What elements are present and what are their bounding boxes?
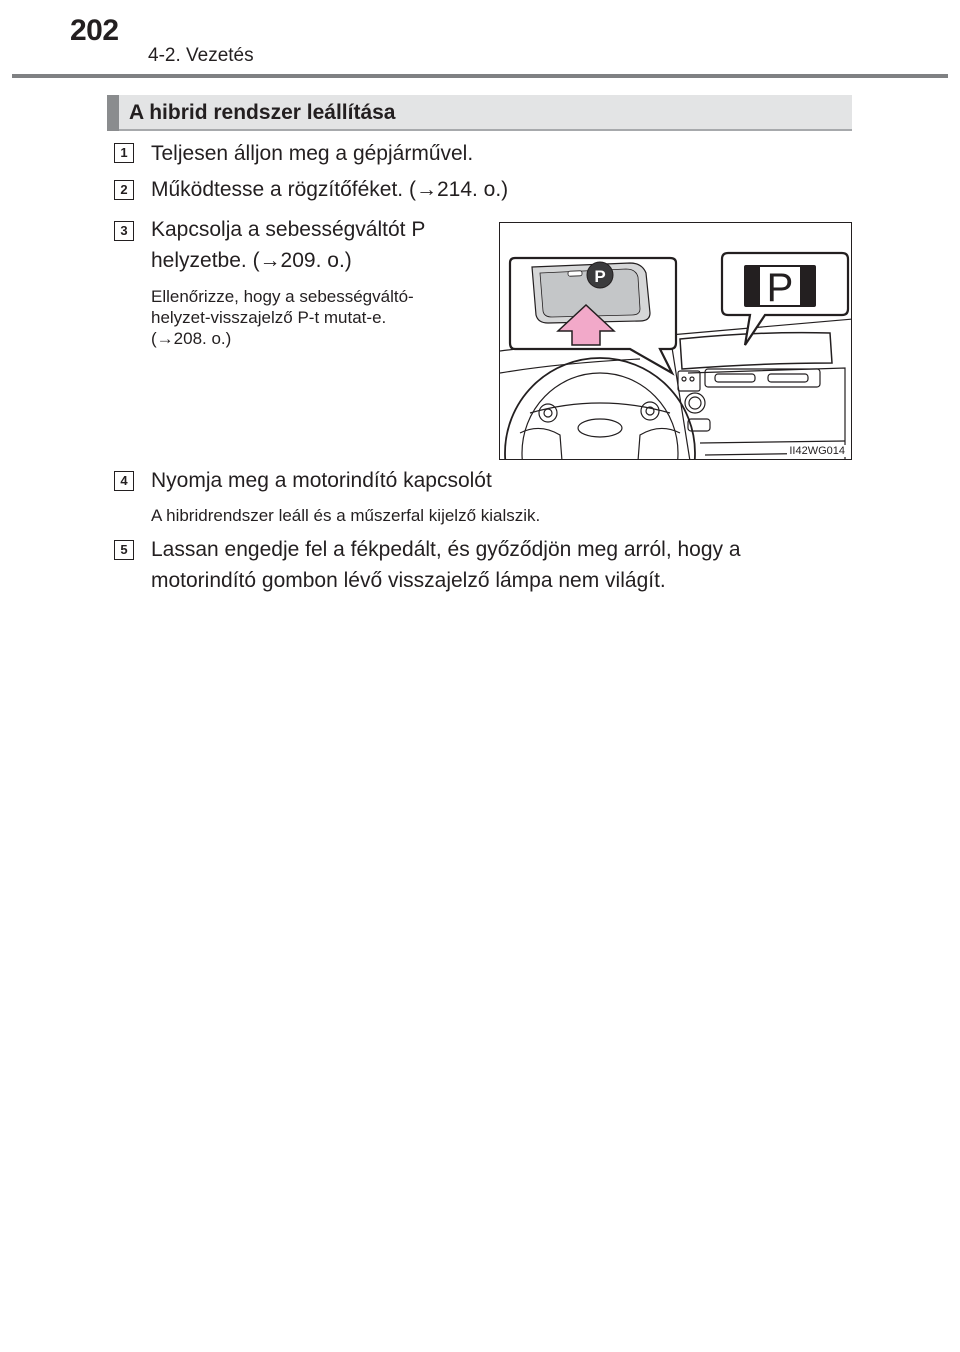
dashboard-illustration [499,222,852,460]
step-3-note-line-1: Ellenőrizze, hogy a sebességváltó- [151,287,414,306]
header-divider [12,74,948,78]
section-heading [107,95,852,131]
step-2-text: Működtesse a rögzítőféket. (→214. o.) [151,178,509,201]
step-1-text: Teljesen álljon meg a gépjárművel. [151,142,474,165]
step-4-text: Nyomja meg a motorindító kapcsolót [151,469,492,492]
step-number-2: 2 [114,180,134,200]
step-number-5: 5 [114,540,134,560]
page-number: 202 [70,14,119,47]
step-3-line-1: Kapcsolja a sebességváltót P [151,218,426,241]
step-5-line-1: Lassan engedje fel a fékpedált, és győződjön meg arról, hogy a [151,538,741,561]
step-3-note-line-2: helyzet-visszajelző P-t mutat-e. [151,308,387,327]
step-number-4: 4 [114,471,134,491]
shift-button-p: P [594,267,606,286]
step-3-line-2: helyzetbe. (→209. o.) [151,249,352,272]
step-5-line-2: motorindító gombon lévő visszajelző lámpa nem világít. [151,569,666,592]
illustration-code: II42WG014 [789,445,845,457]
heading-accent [107,95,119,131]
dashboard-drawing [500,223,852,460]
gear-indicator-p: P [766,266,794,310]
heading-title: A hibrid rendszer leállítása [129,101,396,124]
section-label: 4-2. Vezetés [148,45,254,66]
step-3-note-line-3: (→208. o.) [151,329,232,348]
step-number-1: 1 [114,143,134,163]
step-number-3: 3 [114,221,134,241]
step-4-note: A hibridrendszer leáll és a műszerfal kijelző kialszik. [151,506,541,525]
